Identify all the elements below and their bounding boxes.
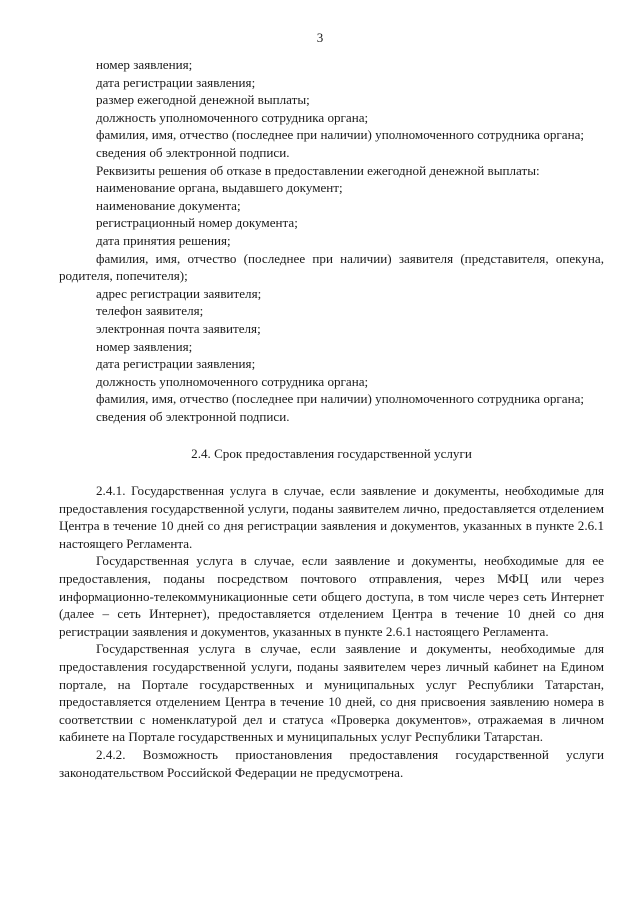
list-item: дата регистрации заявления; <box>96 356 256 372</box>
list-intro: Реквизиты решения об отказе в предоставлении ежегодной денежной выплаты: <box>96 162 540 178</box>
page-number: 3 <box>316 30 324 45</box>
list-item: дата регистрации заявления; <box>96 74 256 90</box>
document-body <box>59 56 604 781</box>
paragraph: Государственная услуга в случае, если заявление и документы, необходимые для ее предоставления, поданы посредством почтового отправления, через МФЦ или через информационно-телекоммуникационные сети общего доступа, в том числе через сеть Интернет (далее – сеть Интернет), предоставляется отделением Центра в течение 10 дней со дня регистрации заявления и документов, указанных в пункте 2.6.1 настоящего Регламента. <box>59 553 604 639</box>
list-item: сведения об электронной подписи. <box>96 408 290 424</box>
section-heading: 2.4. Срок предоставления государственной услуги <box>191 446 472 462</box>
list-item: должность уполномоченного сотрудника органа; <box>96 109 369 125</box>
list-item: наименование органа, выдавшего документ; <box>96 180 343 196</box>
paragraph: 2.4.2. Возможность приостановления предоставления государственной услуги законодательством Российской Федерации не предусмотрена. <box>59 746 604 780</box>
list-item: фамилия, имя, отчество (последнее при наличии) уполномоченного сотрудника органа; <box>96 391 585 407</box>
list-item: номер заявления; <box>96 338 193 354</box>
list-item: размер ежегодной денежной выплаты; <box>96 92 310 108</box>
list-item: наименование документа; <box>96 197 241 213</box>
list-item: фамилия, имя, отчество (последнее при наличии) уполномоченного сотрудника органа; <box>96 127 585 143</box>
paragraph: Государственная услуга в случае, если заявление и документы, необходимые для предоставления государственной услуги, поданы заявителем через личный кабинет на Едином портале, на Портале государственных и муниципальных услуг Республики Татарстан, предоставляется отделением Центра в течение 10 дней, со дня присвоения заявлению номера в соответствии с номенклатурой дел и статуса «Проверка документов», отражаемая в личном кабинете на Портале государственных и муниципальных услуг Республики Татарстан. <box>59 641 604 745</box>
list-item: электронная почта заявителя; <box>96 320 261 336</box>
paragraph: 2.4.1. Государственная услуга в случае, если заявление и документы, необходимые для предоставления государственной услуги, поданы заявителем лично, предоставляется отделением Центра в течение 10 дней со дня регистрации заявления и документов, указанных в пункте 2.6.1 настоящего Регламента. <box>59 483 604 551</box>
list-item: сведения об электронной подписи. <box>96 144 290 160</box>
list-item: должность уполномоченного сотрудника органа; <box>96 373 369 389</box>
list-item: адрес регистрации заявителя; <box>96 285 262 301</box>
list-item: телефон заявителя; <box>96 303 204 319</box>
list-item: дата принятия решения; <box>96 232 231 248</box>
list-item: фамилия, имя, отчество (последнее при наличии) заявителя (представителя, опекуна, родителя, попечителя); <box>59 250 604 284</box>
list-item: номер заявления; <box>96 57 193 72</box>
list-item: регистрационный номер документа; <box>96 215 298 231</box>
